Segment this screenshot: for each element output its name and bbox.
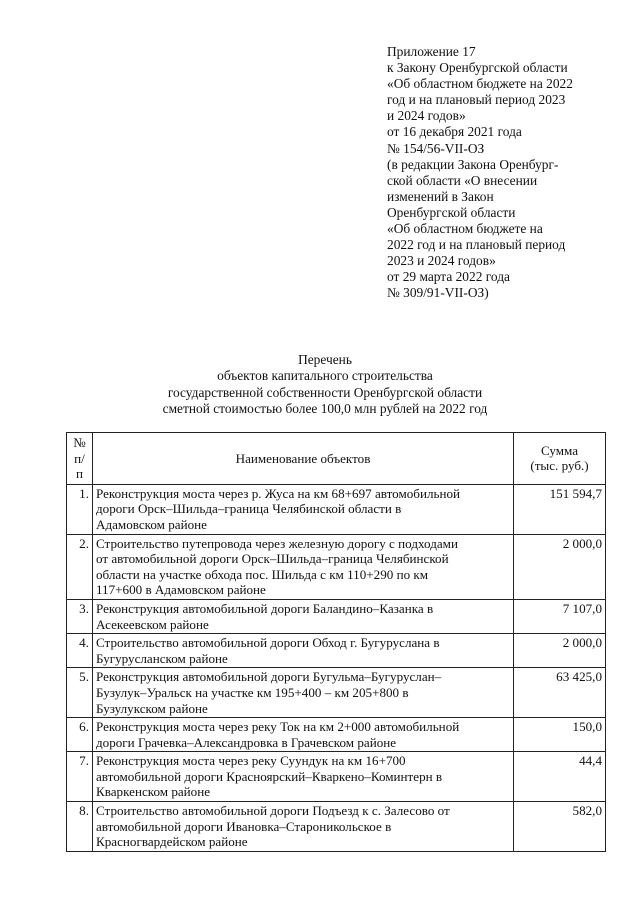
appendix-line: ской области «О внесении — [387, 172, 538, 188]
object-sum: 63 425,0 — [514, 668, 606, 718]
appendix-line: от 29 марта 2022 года — [387, 269, 510, 285]
heading-line: объектов капитального строительства — [217, 368, 433, 384]
appendix-line: Приложение 17 — [387, 44, 476, 59]
row-number: 6. — [67, 718, 93, 752]
header-name: Наименование объектов — [93, 433, 514, 485]
heading-line: государственной собственности Оренбургской области — [167, 384, 483, 400]
appendix-line: и 2024 годов» — [387, 108, 466, 124]
object-name: Строительство путепровода через железную дорогу с подходами от автомобильной дороги Орск–Шильда–граница Челябинской области на участке обхода пос. Шильда с км 110+290 по км 117+600 в Адамовском районе — [93, 534, 514, 599]
row-number: 1. — [67, 484, 93, 534]
object-sum: 2 000,0 — [514, 534, 606, 599]
object-name: Реконструкция моста через р. Жуса на км 68+697 автомобильной дороги Орск–Шильда–граница Челябинской области в Адамовском районе — [93, 484, 514, 534]
appendix-line: Оренбургской области — [387, 204, 516, 220]
object-sum: 2 000,0 — [514, 634, 606, 668]
object-sum: 582,0 — [514, 802, 606, 852]
appendix-line: изменений в Закон — [387, 188, 494, 204]
table-row — [67, 599, 606, 633]
row-number: 3. — [67, 599, 93, 633]
object-name: Реконструкция моста через реку Ток на км 2+000 автомобильной дороги Грачевка–Александровка в Грачевском районе — [93, 718, 514, 752]
appendix-line: 2022 год и на плановый период — [387, 237, 566, 253]
object-name: Реконструкция автомобильной дороги Бугульма–Бугуруслан– Бузулук–Уральск на участке км 195+400 – км 205+800 в Бузулукском районе — [93, 668, 514, 718]
appendix-line: год и на плановый период 2023 — [387, 92, 566, 108]
object-name: Строительство автомобильной дороги Подъезд к с. Залесово от автомобильной дороги Ивановка–Староникольское в Красногвардейском районе — [93, 802, 514, 852]
object-name: Строительство автомобильной дороги Обход г. Бугуруслана в Бугурусланском районе — [93, 634, 514, 668]
table-row — [67, 668, 606, 718]
object-sum: 150,0 — [514, 718, 606, 752]
row-number: 2. — [67, 534, 93, 599]
appendix-line: к Закону Оренбургской области — [387, 60, 568, 76]
table-row — [67, 752, 606, 802]
header-sum: Сумма (тыс. руб.) — [514, 433, 606, 485]
row-number: 5. — [67, 668, 93, 718]
appendix-line: от 16 декабря 2021 года — [387, 124, 522, 140]
object-sum: 151 594,7 — [514, 484, 606, 534]
table-row — [67, 484, 606, 534]
appendix-line: «Об областном бюджете на — [387, 221, 543, 237]
table-row — [67, 534, 606, 599]
appendix-line: № 154/56-VII-ОЗ — [387, 140, 485, 156]
object-name: Реконструкция автомобильной дороги Баландино–Казанка в Асекеевском районе — [93, 599, 514, 633]
heading-title: Перечень — [298, 352, 352, 367]
row-number: 4. — [67, 634, 93, 668]
heading-line: сметной стоимостью более 100,0 млн рублей на 2022 год — [162, 401, 488, 417]
appendix-line: № 309/91-VII-ОЗ) — [387, 285, 489, 301]
document-heading — [0, 352, 640, 418]
objects-table — [66, 432, 606, 852]
appendix-block — [387, 44, 622, 302]
table-header-row — [67, 433, 606, 485]
appendix-line: 2023 и 2024 годов» — [387, 253, 496, 269]
object-sum: 7 107,0 — [514, 599, 606, 633]
appendix-line: (в редакции Закона Оренбург- — [387, 156, 559, 172]
table-row — [67, 634, 606, 668]
row-number: 7. — [67, 752, 93, 802]
header-num: № п/ п — [67, 433, 93, 485]
appendix-line: «Об областном бюджете на 2022 — [387, 76, 573, 92]
row-number: 8. — [67, 802, 93, 852]
object-name: Реконструкция моста через реку Суундук на км 16+700 автомобильной дороги Красноярский–Кваркено–Коминтерн в Кваркенском районе — [93, 752, 514, 802]
table-row — [67, 802, 606, 852]
object-sum: 44,4 — [514, 752, 606, 802]
table-row — [67, 718, 606, 752]
